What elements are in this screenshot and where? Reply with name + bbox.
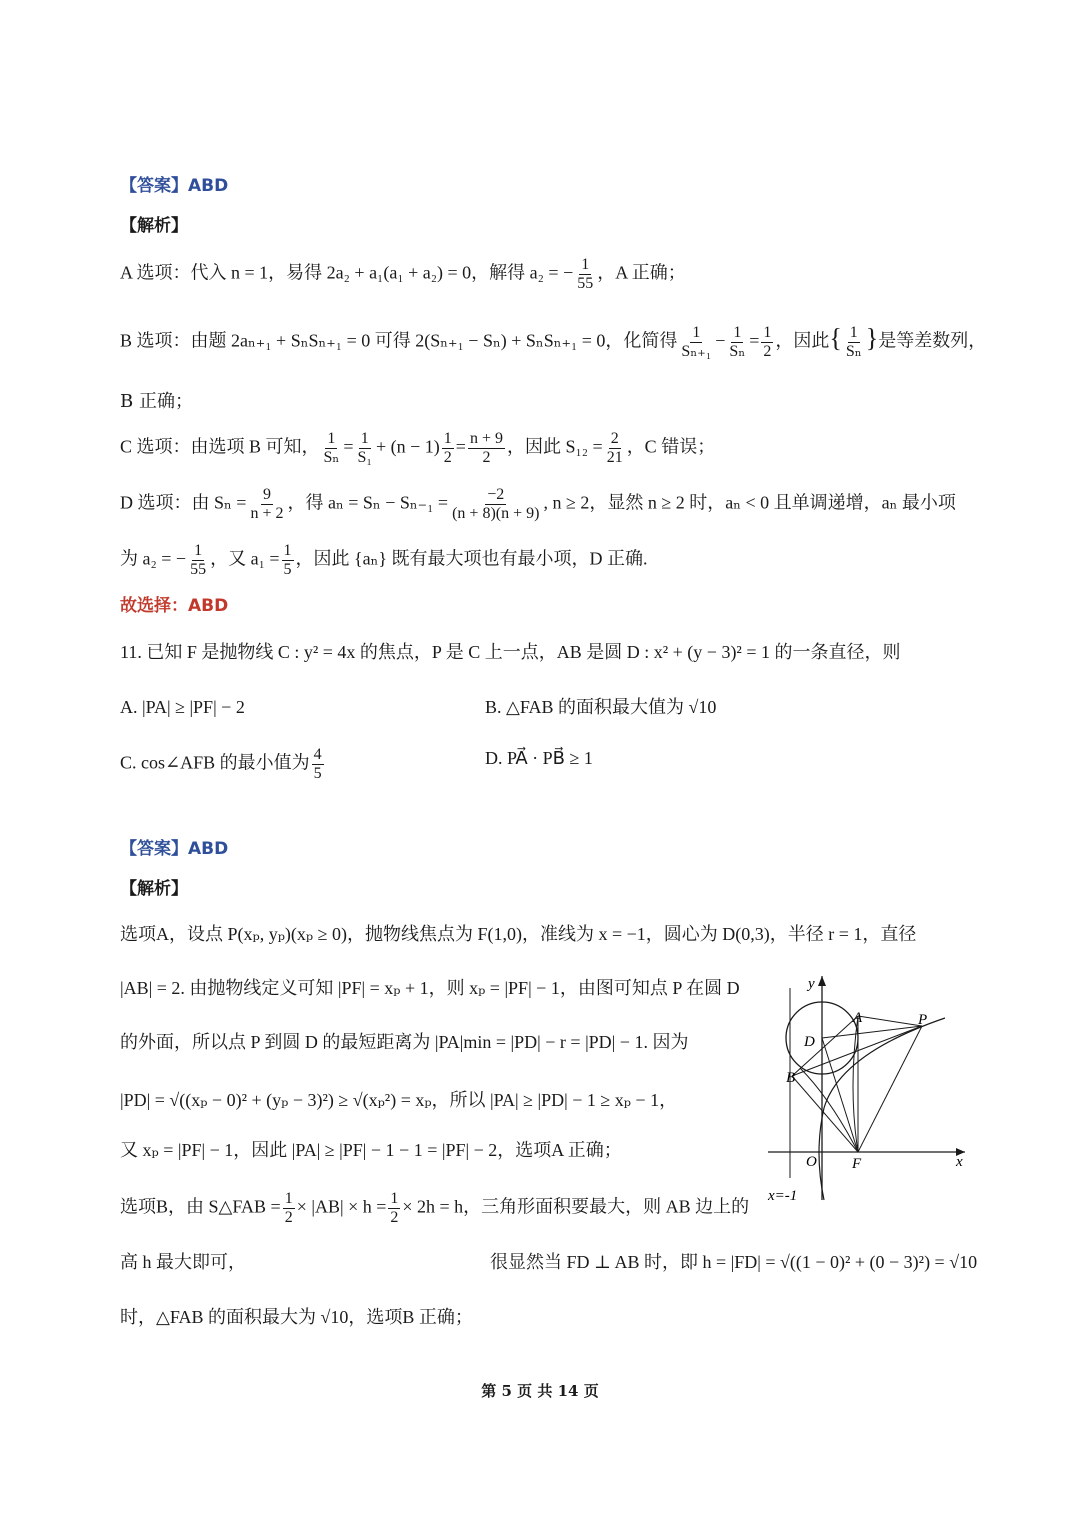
segment-pa — [858, 1016, 922, 1026]
fraction: $\frac{1}{\text{Sₙ}}$ — [323, 430, 340, 466]
inner-curve-1 — [800, 1068, 858, 1152]
solution-11-line-7-right: 很显然当 FD ⊥ AB 时，即 h = |FD| = √((1 − 0)² + (0 − 3)²) = √10 — [490, 1252, 978, 1272]
segment-fp — [858, 1026, 922, 1152]
label-b: B — [786, 1070, 796, 1086]
answer-label-q10: 【答案】ABD — [120, 176, 229, 196]
solution-11-line-2: |AB| = 2. 由抛物线定义可知 |PF| = xₚ + 1，则 xₚ = |PF| − 1，由图可知点 P 在圆 D — [120, 978, 740, 998]
fraction: $\frac{1}{55}$ — [190, 542, 207, 578]
option-b: B. △FAB 的面积最大值为 √10 — [485, 697, 717, 717]
solution-11-line-1: 选项A，设点 P(xₚ, yₚ)(xₚ ≥ 0)，抛物线焦点为 F(1,0)，准线为 x = −1，圆心为 D(0,3)，半径 r = 1，直径 — [120, 924, 917, 944]
label-directrix: x=-1 — [768, 1188, 798, 1204]
analysis-label-q11: 【解析】 — [120, 879, 188, 899]
option-c: C. cos∠AFB 的最小值为 $\frac{4}{5}$ — [120, 746, 322, 782]
solution-11-line-7-left: 高 h 最大即可， — [120, 1252, 246, 1272]
fraction: $\frac{1}{\text{Sₙ₊₁}}$ — [681, 324, 712, 360]
fraction: $\frac{1}{5}$ — [283, 542, 292, 578]
option-a: A. |PA| ≥ |PF| − 2 — [120, 697, 245, 717]
label-x: x — [956, 1154, 963, 1170]
analysis-label-q10: 【解析】 — [120, 216, 188, 236]
label-p: P — [918, 1012, 928, 1028]
parabola-curve — [819, 1018, 945, 1200]
solution-line-b: B 选项：由题 2aₙ₊₁ + SₙSₙ₊₁ = 0 可得 2(Sₙ₊₁ − Sₙ) + SₙSₙ₊₁ = 0，化简得 $\frac{1}{\text{Sₙ₊₁}}$ − $\frac{1}{\text{Sₙ}}$ = $\frac{1}{2}$ ，因此{ $\frac{1}{\text{Sₙ}}$ }是等差数列， — [120, 323, 987, 360]
solution-line-d: D 选项：由 Sₙ = $\frac{9}{n + 2}$ ，得 aₙ = Sₙ − Sₙ₋₁ = $\frac{-2}{(n + 8)(n + 9)}$ , n ≥ 2，显然 n ≥ 2 时，aₙ < 0 且单调递增，aₙ 最小项 — [120, 486, 956, 522]
solution-line-a — [120, 256, 686, 293]
fraction: $\frac{1}{\text{Sₙ}}$ — [845, 324, 862, 360]
page-footer: 第 5 页 共 14 页 — [481, 1382, 599, 1400]
fraction: $\frac{1}{2}$ — [763, 324, 772, 360]
label-d: D — [804, 1034, 815, 1050]
question-11-stem: 11. 已知 F 是抛物线 C : y² = 4x 的焦点，P 是 C 上一点，AB 是圆 D : x² + (y − 3)² = 1 的一条直径，则 — [120, 642, 901, 662]
label-y: y — [808, 976, 815, 992]
fraction: $\frac{1}{2}$ — [443, 430, 452, 466]
label-a: A — [853, 1010, 863, 1026]
parabola-circle-figure — [760, 968, 970, 1208]
conclusion-q10: 故选择：ABD — [120, 596, 229, 616]
solution-11-line-6: 选项B，由 S△FAB = $\frac{1}{2}$ × |AB| × h = $\frac{1}{2}$ × 2h = h，三角形面积要最大，则 AB 边上的 — [120, 1190, 750, 1226]
solution-line-b2: B 正确； — [120, 391, 193, 412]
solution-11-line-8: 时，△FAB 的面积最大为 √10，选项B 正确； — [120, 1307, 473, 1327]
y-axis-arrow — [818, 976, 826, 986]
fraction: $\frac{1}{2}$ — [284, 1190, 293, 1226]
label-o: O — [806, 1154, 817, 1170]
fraction: $\frac{4}{5}$ — [313, 746, 322, 782]
line-a-end: ，A 正确； — [597, 262, 686, 283]
fraction: $\frac{1}{\text{S₁}}$ — [357, 430, 372, 466]
segment-fb — [792, 1076, 858, 1152]
option-d: D. PA⃗ · PB⃗ ≥ 1 — [485, 748, 593, 768]
solution-line-c: C 选项：由选项 B 可知， $\frac{1}{\text{Sₙ}}$ = $\frac{1}{\text{S₁}}$ + (n − 1) $\frac{1}{2}$ = $\frac{n + 9}{2}$ ，因此 S₁₂ = $\frac{2}{21}$ ，C 错误； — [120, 430, 716, 466]
solution-11-line-5: 又 xₚ = |PF| − 1，因此 |PA| ≥ |PF| − 1 − 1 = |PF| − 2，选项A 正确； — [120, 1140, 622, 1160]
line-a-text: A 选项：代入 n = 1，易得 2a₂ + a₁(a₁ + a₂) = 0，解得 a₂ = − — [120, 262, 574, 283]
solution-11-line-4: |PD| = √((xₚ − 0)² + (yₚ − 3)²) ≥ √(xₚ²) = xₚ，所以 |PA| ≥ |PD| − 1 ≥ xₚ − 1， — [120, 1090, 678, 1110]
solution-11-line-3: 的外面，所以点 P 到圆 D 的最短距离为 |PA|min = |PD| − r = |PD| − 1. 因为 — [120, 1032, 689, 1052]
fraction: $\frac{1}{\text{Sₙ}}$ — [729, 324, 746, 360]
fraction: $\frac{2}{21}$ — [606, 430, 623, 466]
inner-curve-2 — [853, 1016, 858, 1152]
solution-line-e: 为 a₂ = − $\frac{1}{55}$ ，又 a₁ = $\frac{1}{5}$ ，因此 {aₙ} 既有最大项也有最小项，D 正确. — [120, 542, 648, 578]
fraction: $\frac{1}{2}$ — [390, 1190, 399, 1226]
fraction: $\frac{-2}{(n + 8)(n + 9)}$ — [452, 486, 540, 522]
fraction: $\frac{n + 9}{2}$ — [469, 430, 503, 466]
label-f: F — [852, 1156, 862, 1172]
fraction: $\frac{9}{n + 2}$ — [250, 486, 284, 522]
answer-label-q11: 【答案】ABD — [120, 839, 229, 859]
fraction: $\frac{1}{55}$ — [577, 256, 594, 292]
